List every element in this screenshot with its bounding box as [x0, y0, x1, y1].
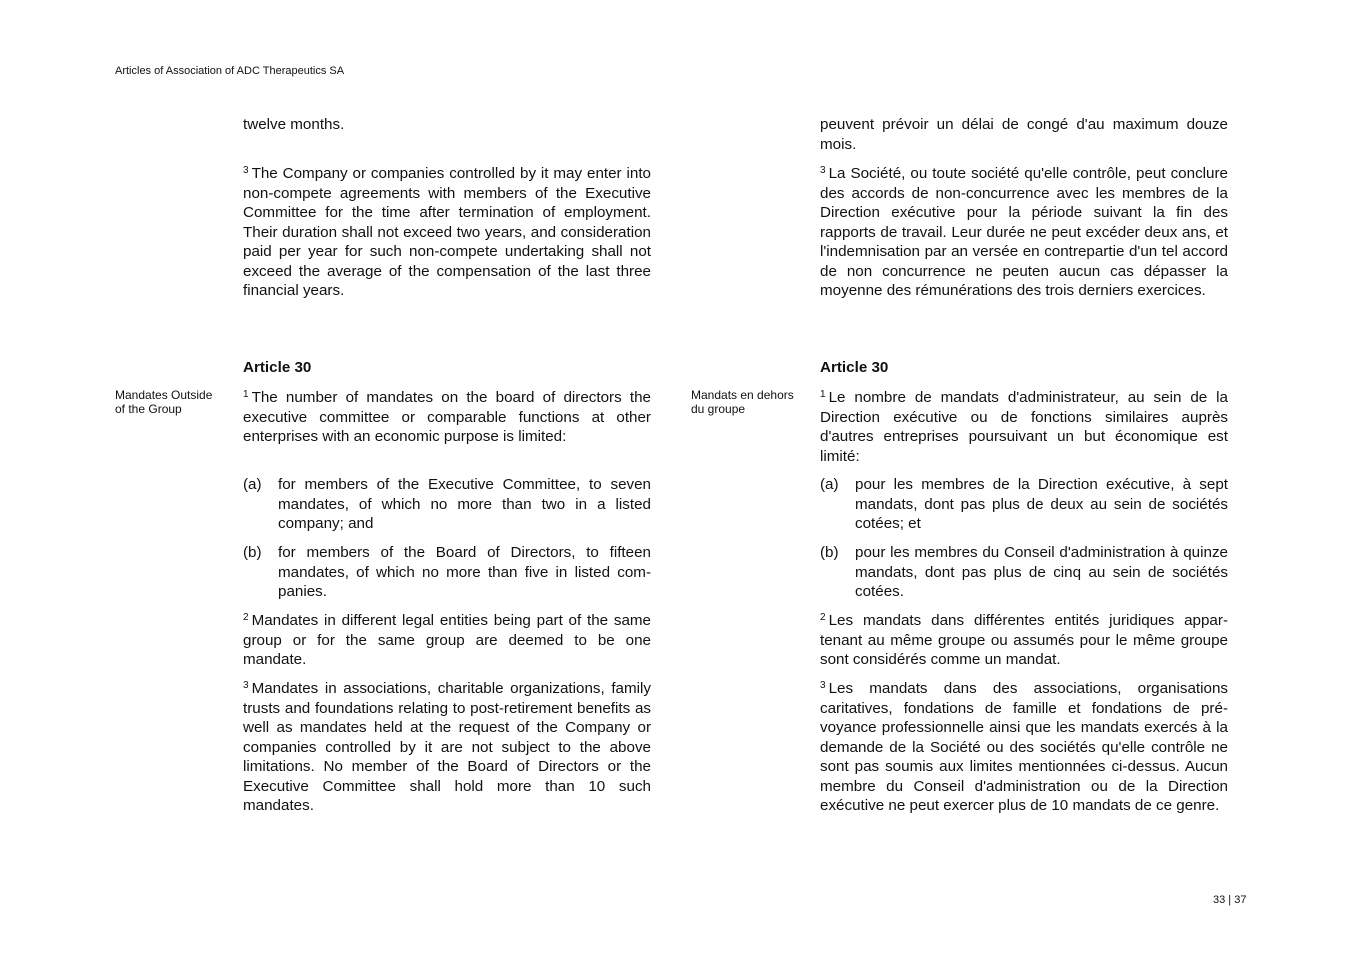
en-continuation: twelve months. [243, 116, 345, 133]
en-list-item-a [243, 475, 651, 534]
para-text: Mandates in associations, charitable organizations, family trusts and foundations relating to post-retirement benefits as well as mandates held at the request of the Company or companies controlled by it are not subject to the above limitations. No member of the Board of Directors or the Executive Committee shall hold more than 10 such mandates. [243, 680, 651, 814]
fr-margin-note: Mandats en dehors du groupe [691, 388, 794, 416]
para-number: 3 [243, 165, 249, 176]
item-text: for members of the Board of Directors, to fifteen mandates, of which no more than five in listed companies. [278, 544, 651, 600]
en-article30-para-3 [243, 679, 651, 816]
item-text: pour les membres de la Direction exécutive, à sept mandats, dont pas plus de deux au sein de sociétés cotées; et [855, 476, 1228, 532]
para-text: Le nombre de mandats d'administrateur, au sein de la Direction exécutive ou de fonctions similaires auprès d'autres entreprises poursuivant un but économique est limité: [820, 389, 1228, 465]
fr-article30-para-1 [820, 388, 1228, 466]
item-text: for members of the Executive Committee, to seven mandates, of which no more than two in a listed company; and [278, 476, 651, 532]
para-text: Mandates in different legal entities being part of the same group or for the same group are deemed to be one mandate. [243, 612, 651, 668]
item-label: (b) [243, 544, 262, 561]
en-article30-para-2 [243, 611, 651, 670]
page-number: 33 | 37 [1213, 894, 1247, 906]
running-header: Articles of Association of ADC Therapeutics SA [115, 65, 345, 77]
para-number: 3 [820, 680, 826, 691]
fr-article30-para-2 [820, 611, 1228, 670]
para-number: 1 [820, 389, 826, 400]
item-label: (a) [820, 476, 839, 493]
fr-paragraph-3 [820, 164, 1228, 301]
fr-article-heading: Article 30 [820, 359, 889, 376]
para-text: Les mandats dans différentes entités juridiques appartenant au même groupe ou assumés pour le même groupe sont considérés comme un mandat. [820, 612, 1228, 668]
fr-article30-para-3 [820, 679, 1228, 816]
para-number: 3 [820, 165, 826, 176]
item-text: pour les membres du Conseil d'administration à quinze mandats, dont pas plus de cinq au sein de sociétés cotées. [855, 544, 1228, 600]
para-number: 3 [243, 680, 249, 691]
para-text: La Société, ou toute société qu'elle contrôle, peut conclure des accords de non-concurrence avec les membres de la Direction exécutive pour la période suivant la fin des rapports de travail. Leur durée ne peut excéder deux ans, et l'indemnisation par an versée en contrepartie d'un tel accord de non concurrence ne peuten aucun cas dépasser la moyenne des rémunérations des trois derniers exercices. [820, 165, 1228, 299]
para-number: 2 [820, 612, 826, 623]
en-article30-para-1 [243, 388, 651, 447]
para-text: The number of mandates on the board of directors the executive committee or comparable functions at other enterprises with an economic purpose is limited: [243, 389, 651, 445]
en-list-item-b [243, 543, 651, 602]
para-number: 2 [243, 612, 249, 623]
item-label: (b) [820, 544, 839, 561]
para-text: Les mandats dans des associations, organisations caritatives, fondations de famille et fondations de prévoyance professionnelle ainsi que les mandats exercés à la demande de la Société ou des sociétés qu'elle contrôle ne sont pas soumis aux limites mentionnées ci-dessus. Aucun membre du Conseil d'administration ou de la Direction exécutive ne peut exercer plus de 10 mandats de ce genre. [820, 680, 1228, 814]
item-label: (a) [243, 476, 262, 493]
en-margin-note: Mandates Outside of the Group [115, 388, 213, 416]
en-article-heading: Article 30 [243, 359, 312, 376]
fr-continuation: peuvent prévoir un délai de congé d'au maximum douze mois. [820, 116, 1228, 153]
para-number: 1 [243, 389, 249, 400]
fr-list-item-b [820, 543, 1228, 602]
en-paragraph-3 [243, 164, 651, 301]
fr-list-item-a [820, 475, 1228, 534]
para-text: The Company or companies controlled by it may enter into non-compete agreements with members of the Executive Committee for the time after termination of employment. Their duration shall not exceed two years, and consideration paid per year for such non-compete undertaking shall not exceed the average of the compensation of the last three financial years. [243, 165, 651, 299]
